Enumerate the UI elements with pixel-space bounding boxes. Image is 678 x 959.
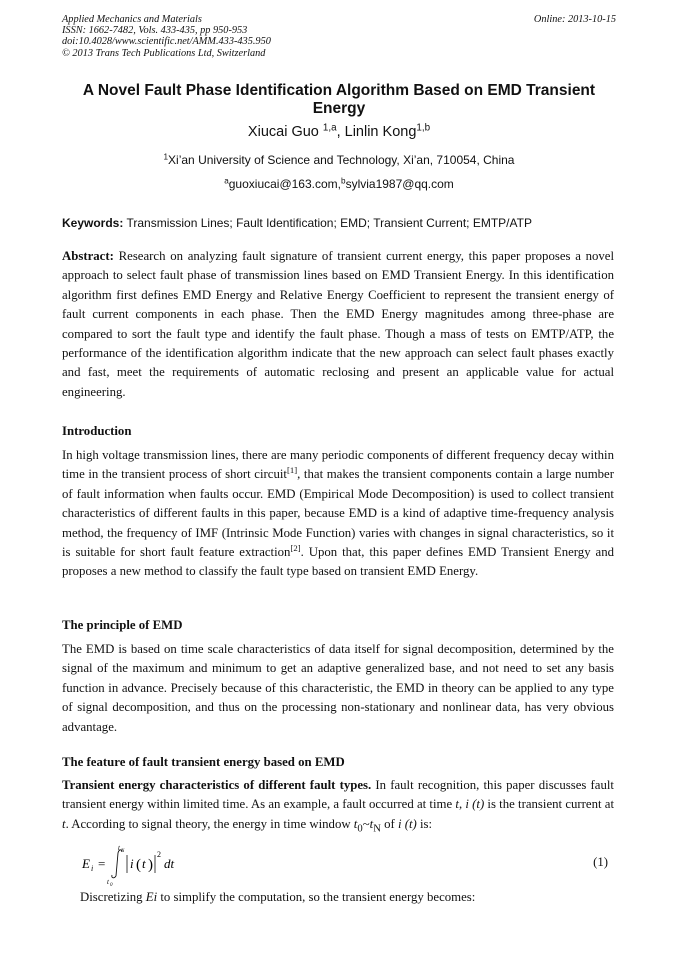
eq-lhs-sub: i (91, 864, 94, 873)
affiliation-sup: 1 (163, 152, 169, 162)
eq-lhs: E (82, 856, 90, 871)
introduction-heading: Introduction (62, 424, 132, 438)
affiliation-text: Xi’an University of Science and Technology, Xi’an, 710054, China (168, 153, 515, 167)
eq-rparen: ) (148, 857, 153, 873)
principle-heading: The principle of EMD (62, 618, 183, 632)
var-t-2: t (62, 816, 66, 831)
var-it: i (t) (465, 797, 485, 812)
journal-header (62, 14, 271, 59)
author-line (62, 124, 616, 140)
eq-power: 2 (157, 850, 161, 859)
eq-upper-limit: t (118, 844, 120, 852)
abstract (62, 247, 614, 402)
var-t0-sub: 0 (357, 823, 363, 835)
online-date: Online: 2013-10-15 (533, 14, 616, 25)
discretize-text-1: Discretizing (80, 890, 146, 904)
keywords (62, 216, 616, 230)
equation-formula (78, 843, 278, 887)
integral-sign (112, 850, 122, 878)
citation-2[interactable]: [2] (290, 543, 301, 554)
feature-text-1: In fault recognition, this paper discusses fault transient energy within limited time. As an example, a fault occurred at time (62, 778, 614, 812)
introduction-paragraph (62, 446, 614, 582)
var-tn: t (369, 816, 374, 831)
eq-lower-limit: t (107, 878, 109, 886)
tilde: ~ (362, 816, 370, 831)
eq-equals: = (98, 856, 106, 871)
discretize-paragraph (80, 890, 475, 905)
eq-upper-sub: N (121, 849, 125, 854)
var-t0: t (353, 816, 358, 831)
email-b-sup: b (341, 176, 346, 186)
feature-text-3: is the transient current at (484, 797, 615, 812)
var-ei: Ei (145, 890, 158, 904)
intro-text-1: In high voltage transmission lines, there are many periodic components of different frequency decay within time in the transient process of short circuit (62, 448, 614, 482)
issn-line: ISSN: 1662-7482, Vols. 433-435, pp 950-953 (62, 25, 248, 37)
affiliation (62, 153, 616, 167)
author-separator: , (336, 124, 345, 140)
eq-integrand: i (130, 856, 134, 871)
feature-heading: The feature of fault transient energy based on EMD (62, 755, 345, 769)
abstract-text: Research on analyzing fault signature of transient current energy, this paper proposes a novel approach to select fault phase of transmission lines based on EMD Transient Energy. In this identification algorithm first defines EMD Energy and Relative Energy Coefficient to represent the transient energy of fault current components in each phase. Then the EMD Energy magnitudes among three-phase are compared to sort the fault type and identify the fault phase. Though a mass of tests on EMTP/ATP, the performance of the identification algorithm indicate that the new approach can select fault phases exactly and fast, meet the requirements of automatic reclosing and present an applicable value for actual engineering. (62, 249, 615, 399)
feature-text-5: of (380, 816, 398, 831)
author-2-affil: 1,b (416, 122, 431, 134)
feature-paragraph (62, 776, 614, 839)
keywords-text: Transmission Lines; Fault Identification; EMD; Transient Current; EMTP/ATP (126, 216, 532, 230)
feature-subheading: Transient energy characteristics of different fault types. (62, 778, 372, 792)
email-a[interactable]: guoxiucai@163.com (228, 177, 338, 191)
email-separator: , (337, 177, 342, 191)
eq-arg: t (142, 856, 146, 871)
author-2: Linlin Kong (344, 124, 417, 140)
discretize-text-2: to simplify the computation, so the transient energy becomes: (157, 890, 476, 904)
paper-title: A Novel Fault Phase Identification Algorithm Based on EMD Transient Energy (82, 82, 596, 117)
principle-paragraph: The EMD is based on time scale characteristics of data itself for signal decomposition, determined by the signal of the maximum and minimum to get an adaptive generalized base, and not need to set any basis function in advance. Precisely because of this characteristic, the EMD in theory can be applied to any type of signal decomposition, and thus on the processing non-stationary and nonlinear data, has very obvious advantage. (62, 642, 614, 734)
citation-1[interactable]: [1] (286, 465, 298, 476)
eq-lparen: ( (136, 857, 141, 873)
doi-line: doi:10.4028/www.scientific.net/AMM.433-435.950 (62, 36, 271, 48)
var-it-2: i (t) (397, 816, 417, 831)
equation-1 (78, 843, 618, 887)
keywords-label: Keywords: (62, 216, 124, 230)
journal-name: Applied Mechanics and Materials (62, 14, 202, 25)
author-1-affil: 1,a (322, 122, 337, 134)
feature-text-4: . According to signal theory, the energy in time window (65, 816, 354, 831)
intro-text-3: . Upon that, this paper defines EMD Transient Energy and proposes a new method to classify the fault type based on transient EMD Energy. (62, 545, 614, 579)
email-a-sup: a (224, 176, 229, 186)
intro-text-2: , that makes the transient components contain a large number of fault information when faults occur. EMD (Empirical Mode Decomposition) is used to collect transient characteristics of different faults in this paper, because EMD is a kind of adaptive time-frequency analysis method, the frequency of IMF (Intrinsic Mode Function) varies with changes in signal characteristics, so it is suitable for short fault feature extraction (62, 467, 615, 560)
email-b[interactable]: sylvia1987@qq.com (345, 177, 454, 191)
var-tn-sub: N (373, 823, 381, 835)
feature-text-2: , (458, 797, 466, 812)
abstract-label: Abstract: (62, 249, 114, 263)
copyright-line: © 2013 Trans Tech Publications Ltd, Switzerland (62, 47, 266, 59)
equation-number: (1) (593, 855, 608, 869)
email-line (62, 177, 616, 191)
var-t: t (455, 797, 459, 812)
eq-dt: dt (164, 856, 175, 871)
feature-text-6: is: (416, 816, 433, 831)
author-1: Xiucai Guo (247, 124, 319, 140)
eq-lower-sub: 0 (110, 883, 113, 887)
